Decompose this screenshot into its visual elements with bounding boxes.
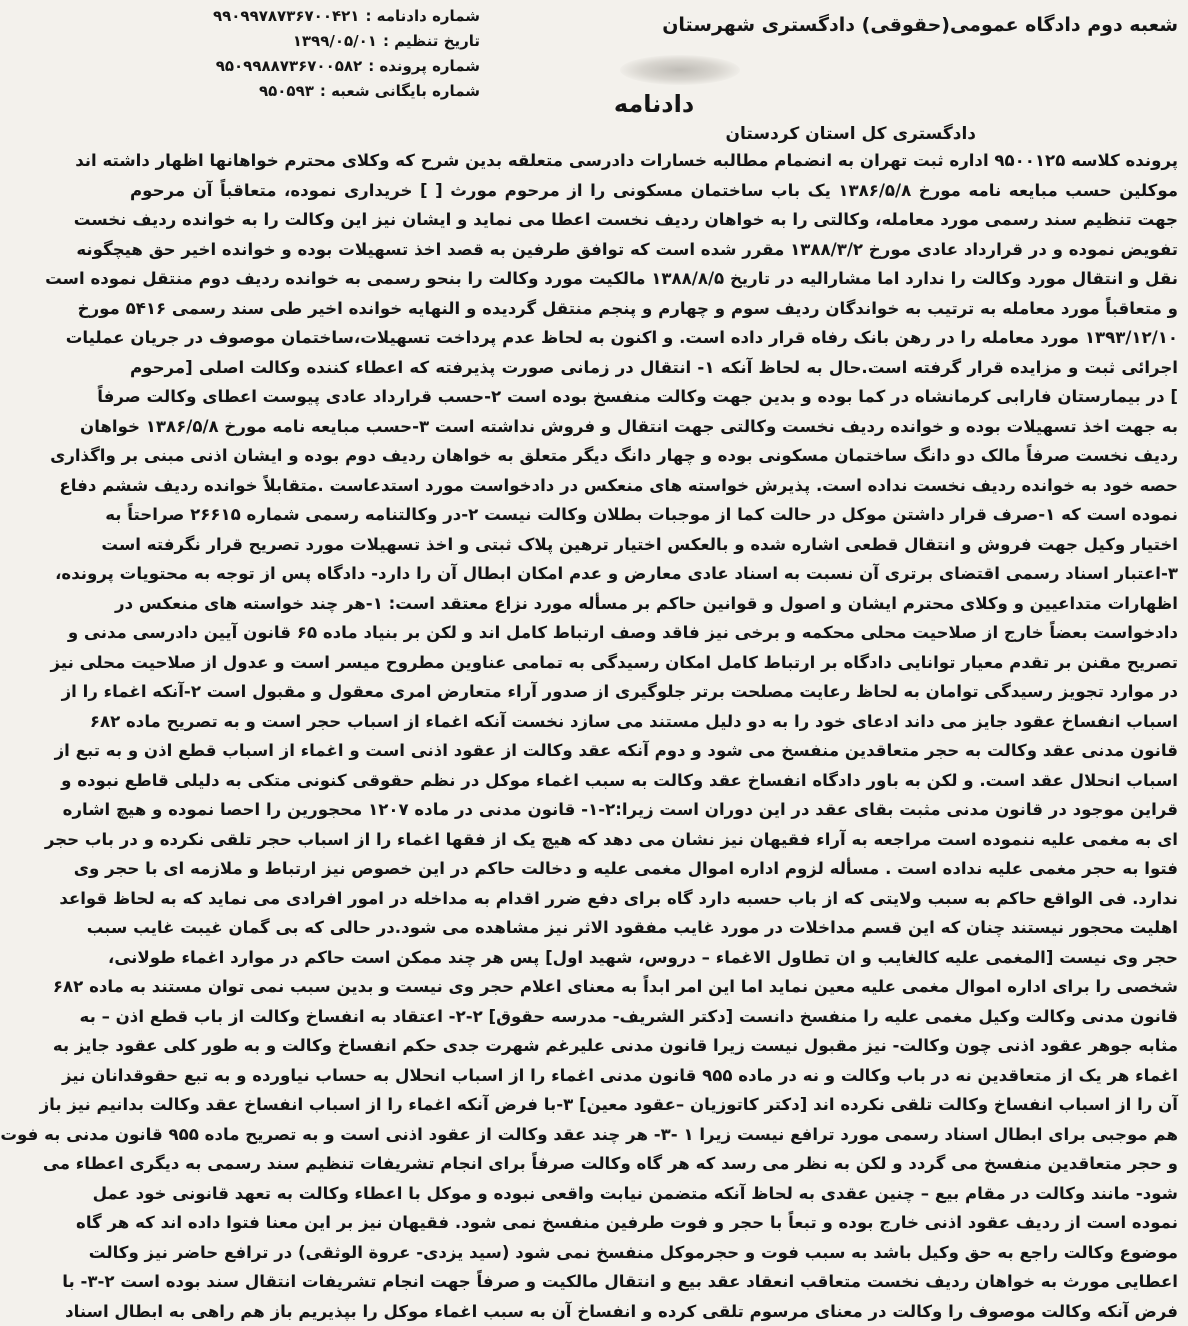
body-line: اهلیت محجور نیستند چنان که این قسم مداخلات در مورد غایب مفقود الاثر نیز مشاهده می شود.در حالی که بی گمان غیبت غایب سبب bbox=[130, 913, 1178, 943]
body-line: شخصی را برای اداره اموال مغمی علیه معین نماید اما این امر ابداً به معنای اعلام حجر وی نیست و بدین سبب نمی توان مستند به ماده ۶۸۲ bbox=[130, 972, 1178, 1002]
court-document bbox=[120, 0, 1188, 1280]
body-line: قانون مدنی عقد وکالت به حجر متعاقدین منفسخ می شود و دوم آنکه عقد وکالت از عقود اذنی است و اغماء از اسباب قطع اذن و به تبع از bbox=[130, 736, 1178, 766]
meta-value: ۹۹۰۹۹۷۸۷۳۶۷۰۰۴۲۱ bbox=[213, 4, 359, 29]
body-line: ۱۳۹۳/۱۲/۱۰ مورد معامله را در رهن بانک رفاه قرار داده است. و اکنون به لحاظ عدم پرداخت تسهیلات،ساختمان موصوف در جریان عملیات bbox=[130, 323, 1178, 353]
meta-case-number bbox=[190, 54, 480, 79]
court-name: شعبه دوم دادگاه عمومی(حقوقی) دادگستری شهرستان bbox=[662, 14, 1178, 36]
body-line: ] در بیمارستان فارابی کرمانشاه در کما بوده و بدین جهت وکالت منفسخ بوده است ۲-حسب قرارداد عادی پیوست اعطای وکالت صرفاً bbox=[130, 382, 1178, 412]
department-name: دادگستری کل استان کردستان bbox=[726, 124, 976, 144]
body-line: موکلین حسب مبایعه نامه مورخ ۱۳۸۶/۵/۸ یک باب ساختمان مسکونی را از مرحوم مورث [ ] خریداری نموده، متعاقباً آن مرحوم bbox=[130, 176, 1178, 206]
body-line: اختیار وکیل جهت فروش و انتقال قطعی اشاره شده و بالعکس اختیار ترهین پلاک ثبتی و اخذ تسهیلات مورد تصریح قرار نگرفته است bbox=[130, 530, 1178, 560]
body-line: هم موجبی برای ابطال اسناد رسمی مورد ترافع نیست زیرا ۱ -۳- هر چند عقد وکالت از عقود اذنی است و به تصریح ماده ۹۵۵ قانون مدنی به فوت bbox=[130, 1120, 1178, 1150]
body-line: ای به مغمی علیه ننموده است مراجعه به آراء فقیهان نیز نشان می دهد که هیچ یک از فقها اغماء را از اسباب حجر تلقی نکرده و در باب حجر bbox=[130, 825, 1178, 855]
body-line: پرونده کلاسه ۹۵۰۰۱۲۵ اداره ثبت تهران به انضمام مطالبه خسارات دادرسی متعلقه بدین شرح که وکلای محترم خواهانها اظهار داشته اند bbox=[130, 146, 1178, 176]
body-line: ندارد. فی الواقع حاکم به سبب ولایتی که از باب حسبه دارد گاه برای دفع ضرر اقدام به مداخله در امور افرادی می نماید که به لحاظ قواعد bbox=[130, 884, 1178, 914]
meta-value: ۹۵۰۵۹۳ bbox=[259, 79, 314, 104]
body-line: اسباب انحلال عقد است. و لکن به باور دادگاه انفساخ عقد وکالت به سبب اغماء موکل در نظم حقوقی کنونی متکی به دلیلی قاطع نبوده و bbox=[130, 766, 1178, 796]
body-line: آن را از اسباب انفساخ وکالت تلقی نکرده اند [دکتر کاتوزیان –عقود معین] ۳-با فرض آنکه اغماء را از اسباب انفساخ عقد وکالت بدانیم نیز باز bbox=[130, 1090, 1178, 1120]
body-line: نموده است که ۱-صرف قرار داشتن موکل در حالت کما از موجبات بطلان وکالت نیست ۲-در وکالتنامه رسمی شماره ۲۶۶۱۵ صراحتاً به bbox=[130, 500, 1178, 530]
meta-date bbox=[190, 29, 480, 54]
meta-value: ۱۳۹۹/۰۵/۰۱ bbox=[293, 29, 377, 54]
body-line: تصریح مقنن بر تقدم معیار توانایی دادگاه بر ارتباط کامل امکان رسیدگی به تمامی عناوین مطروح میسر است و عدول از صلاحیت محلی نیز bbox=[130, 648, 1178, 678]
meta-verdict-number bbox=[190, 4, 480, 29]
body-line: فرض آنکه وکالت موصوف را وکالت در معنای مرسوم تلقی کرده و انفساخ آن به سبب اغماء موکل را بپذیریم باز هم راهی به ابطال اسناد bbox=[130, 1297, 1178, 1326]
body-line: شود- مانند وکالت در مقام بیع – چنین عقدی به لحاظ آنکه متضمن نیابت واقعی نبوده و موکل با اعطاء وکالت به تعهد قانونی خود عمل bbox=[130, 1179, 1178, 1209]
body-line: اجرائی ثبت و مزایده قرار گرفته است.حال به لحاظ آنکه ۱- انتقال در زمانی صورت پذیرفته که اعطاء کننده وکالت اصلی [مرحوم bbox=[130, 353, 1178, 383]
body-line: و حجر متعاقدین منفسخ می گردد و لکن به نظر می رسد که هر گاه وکالت صرفاً برای انجام تشریفات تنظیم سند رسمی به دیگری اعطاء می bbox=[130, 1149, 1178, 1179]
body-line: نقل و انتقال مورد وکالت را ندارد اما مشارالیه در تاریخ ۱۳۸۸/۸/۵ مالکیت مورد وکالت را بنحو رسمی به خوانده ردیف دوم منتقل نموده است bbox=[130, 264, 1178, 294]
body-line: نموده است از ردیف عقود اذنی خارج بوده و تبعاً با حجر و فوت طرفین منفسخ نمی شود. فقیهان نیز بر این معنا فتوا داده اند که هر گاه bbox=[130, 1208, 1178, 1238]
meta-label: شماره دادنامه : bbox=[365, 4, 480, 29]
body-line: اغماء هر یک از متعاقدین نه در باب وکالت و نه در ماده ۹۵۵ قانون مدنی اغماء را از اسباب انحلال به حساب نیاورده و به تبع حقوقدانان نیز bbox=[130, 1061, 1178, 1091]
body-line: حصه خود به خوانده ردیف نخست نداده است. پذیرش خواسته های منعکس در دادخواست مورد استدعاست .متقابلاً خوانده ردیف ششم دفاع bbox=[130, 471, 1178, 501]
body-line: حجر وی نیست [المغمی علیه کالغایب و ان تطاول الاغماء – دروس، شهید اول] پس هر چند ممکن است حاکم در موارد اغماء طولانی، bbox=[130, 943, 1178, 973]
body-line: قراین موجود در قانون مدنی مثبت بقای عقد در این دوران است زیرا:۲-۱- قانون مدنی در ماده ۱۲۰۷ محجورین را احصا نموده و هیچ اشاره bbox=[130, 795, 1178, 825]
document-title: دادنامه bbox=[120, 90, 1188, 118]
body-line: تفویض نموده و در قرارداد عادی مورخ ۱۳۸۸/۳/۲ مقرر شده است که توافق طرفین به قصد اخذ تسهیلات بوده و خوانده اخیر حق هیچگونه bbox=[130, 235, 1178, 265]
body-line: به جهت اخذ تسهیلات بوده و خوانده ردیف نخست وکالتی جهت انتقال و فروش نداشته است ۳-حسب مبایعه نامه مورخ ۱۳۸۶/۵/۸ خواهان bbox=[130, 412, 1178, 442]
verdict-body bbox=[130, 146, 1178, 1326]
body-line: اعطایی مورث به خواهان ردیف نخست متعاقب انعقاد عقد بیع و انتقال مالکیت و صرفاً جهت انجام تشریفات انتقال سند بوده است ۲-۳- با bbox=[130, 1267, 1178, 1297]
body-line: مثابه جوهر عقود اذنی چون وکالت- نیز مقبول نیست زیرا قانون مدنی علیرغم شهرت جدی حکم انفساخ وکالت و به طور کلی عقود جایز به bbox=[130, 1031, 1178, 1061]
meta-value: ۹۵۰۹۹۸۸۷۳۶۷۰۰۵۸۲ bbox=[216, 54, 362, 79]
body-line: فتوا به حجر مغمی علیه نداده است . مسأله لزوم اداره اموال مغمی علیه و دخالت حاکم در این خصوص نیز ارتباط و ملازمه ای با حجر وی bbox=[130, 854, 1178, 884]
body-line: اسباب انفساخ عقود جایز می داند ادعای خود را به دو دلیل مستند می سازد نخست آنکه اغماء از اسباب حجر است و به تصریح ماده ۶۸۲ bbox=[130, 707, 1178, 737]
meta-label: شماره پرونده : bbox=[368, 54, 480, 79]
body-line: اظهارات متداعیین و وکلای محترم ایشان و اصول و قوانین حاکم بر مسأله مورد نزاع معتقد است: ۱-هر چند خواسته های منعکس در bbox=[130, 589, 1178, 619]
body-line: جهت تنظیم سند رسمی مورد معامله، وکالتی را به خواهان ردیف نخست اعطا می نماید و ایشان نیز این وکالت را به خوانده ردیف نخست bbox=[130, 205, 1178, 235]
body-line: ۳-اعتبار اسناد رسمی اقتضای برتری آن نسبت به اسناد عادی معارض و عدم امکان ابطال آن را دارد- دادگاه پس از توجه به محتویات پرونده، bbox=[130, 559, 1178, 589]
meta-label: تاریخ تنظیم : bbox=[383, 29, 480, 54]
body-line: در موارد تجویز رسیدگی توامان به لحاظ رعایت مصلحت برتر جلوگیری از صدور آراء متعارض امری معقول و مقبول است ۲-آنکه اغماء را از bbox=[130, 677, 1178, 707]
body-line: موضوع وکالت راجع به حق وکیل باشد به سبب فوت و حجرموکل منفسخ نمی شود (سید یزدی- عروة الوثقی) در ترافع حاضر نیز وکالت bbox=[130, 1238, 1178, 1268]
body-line: ردیف نخست صرفاً مالک دو دانگ ساختمان مسکونی بوده و چهار دانگ دیگر متعلق به خواهان ردیف دوم بوده و ایشان اذنی مبنی بر واگذاری bbox=[130, 441, 1178, 471]
redaction-smudge bbox=[620, 55, 740, 85]
document-meta bbox=[190, 4, 480, 104]
body-line: قانون مدنی وکالت وکیل مغمی علیه را منفسخ دانست [دکتر الشریف- مدرسه حقوق] ۲-۲- اعتقاد به انفساخ وکالت از باب قطع اذن – به bbox=[130, 1002, 1178, 1032]
meta-label: شماره بایگانی شعبه : bbox=[320, 79, 480, 104]
body-line: دادخواست بعضاً خارج از صلاحیت محلی محکمه و برخی نیز فاقد وصف ارتباط کامل اند و لکن بر بنیاد ماده ۶۵ قانون آیین دادرسی مدنی و bbox=[130, 618, 1178, 648]
body-line: و متعاقباً مورد معامله به ترتیب به خواندگان ردیف سوم و چهارم و پنجم منتقل گردیده و النهایه خوانده اخیر طی سند رسمی ۵۴۱۶ مورخ bbox=[130, 294, 1178, 324]
